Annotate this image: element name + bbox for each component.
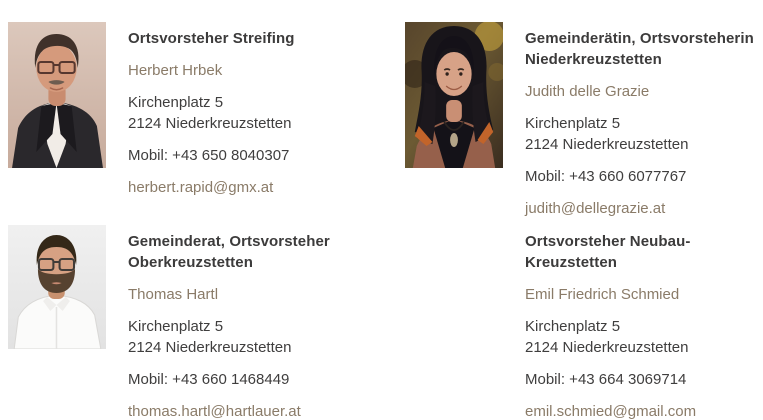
contact-name-link[interactable]: Judith delle Grazie [525, 83, 650, 100]
address-city: 2124 Niederkreuzstetten [525, 136, 689, 153]
contact-address [128, 92, 405, 134]
photo-placeholder [405, 225, 503, 226]
address-city: 2124 Niederkreuzstetten [128, 339, 292, 356]
contact-info-herbert-hrbek [128, 22, 405, 198]
address-street: Kirchenplatz 5 [525, 115, 621, 132]
contact-email-link[interactable]: emil.schmied@gmail.com [525, 403, 697, 420]
address-city: 2124 Niederkreuzstetten [128, 115, 292, 132]
address-city: 2124 Niederkreuzstetten [525, 339, 689, 356]
contact-address [525, 113, 763, 155]
contact-name-link[interactable]: Herbert Hrbek [128, 62, 223, 79]
contact-address [525, 316, 763, 358]
address-street: Kirchenplatz 5 [128, 318, 224, 335]
contact-card-thomas-hartl [8, 225, 405, 420]
contact-card-emil-friedrich-schmied [405, 225, 763, 420]
contact-mobile: Mobil: +43 660 6077767 [525, 168, 687, 185]
contact-photo-thomas-hartl [8, 225, 106, 349]
contact-mobile: Mobil: +43 660 1468449 [128, 371, 290, 388]
contact-mobile: Mobil: +43 650 8040307 [128, 147, 290, 164]
contact-name-link[interactable]: Thomas Hartl [128, 286, 219, 303]
address-street: Kirchenplatz 5 [128, 94, 224, 111]
contact-photo-herbert-hrbek [8, 22, 106, 168]
contact-photo-judith-delle-grazie [405, 22, 503, 168]
contact-email-link[interactable]: thomas.hartl@hartlauer.at [128, 403, 301, 420]
contact-info-emil-friedrich-schmied [525, 225, 763, 420]
portrait-man-beard-white-shirt-icon [8, 225, 106, 349]
contact-title: Gemeinderat, Ortsvorsteher Oberkreuzstetten [128, 233, 330, 271]
contact-address [128, 316, 405, 358]
contact-title: Ortsvorsteher Neubau-Kreuzstetten [525, 233, 691, 271]
contact-email-link[interactable]: herbert.rapid@gmx.at [128, 179, 274, 196]
contact-info-judith-delle-grazie [525, 22, 763, 219]
contact-email-link[interactable]: judith@dellegrazie.at [525, 200, 666, 217]
contact-info-thomas-hartl [128, 225, 405, 420]
contact-name-link[interactable]: Emil Friedrich Schmied [525, 286, 680, 303]
contact-card-judith-delle-grazie [405, 22, 763, 219]
contact-title: Ortsvorsteher Streifing [128, 30, 295, 47]
address-street: Kirchenplatz 5 [525, 318, 621, 335]
contact-mobile: Mobil: +43 664 3069714 [525, 371, 687, 388]
contact-card-herbert-hrbek [8, 22, 405, 219]
contact-title: Gemeinderätin, Ortsvorsteherin Niederkreuzstetten [525, 30, 754, 68]
portrait-woman-autumn-icon [405, 22, 503, 168]
portrait-man-glasses-suit-icon [8, 22, 106, 168]
